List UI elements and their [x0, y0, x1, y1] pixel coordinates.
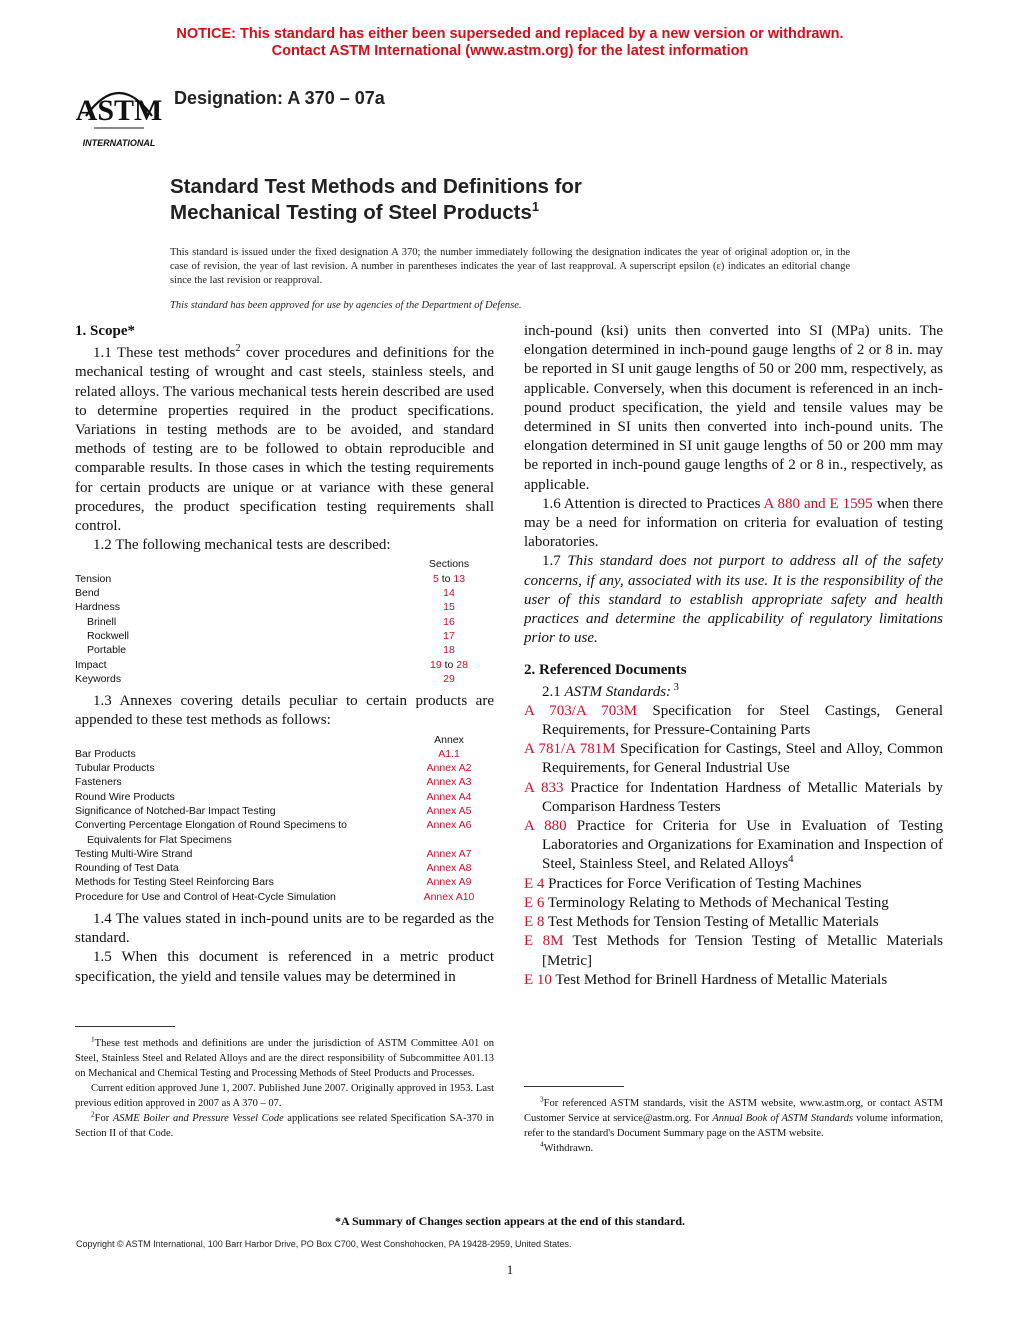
table-row: Portable 18: [87, 644, 455, 657]
list-item: E 6 Terminology Relating to Methods of Mechanical Testing: [524, 894, 889, 911]
footnote-2: $^2$For ASME Boiler and Pressure Vessel Code applications see related Specification SA-370 in Section II of that Code.: [75, 1109, 494, 1139]
table-row: Converting Percentage Elongation of Round Specimens to Annex A6: [75, 819, 472, 832]
para-1-5-continued: inch-pound (ksi) units then converted into SI (MPa) units. The elongation determined in inch-pound gauge lengths of 2 or 8 in. may be reported in SI unit gauge lengths of 50 or 200 mm, respectively, as applicable. Conversely, when this document is referenced in an inch-pound product specification, the yield and tensile values may be determined in SI units then converted into inch-pound units. The elongation determined in SI unit gauge lengths of 50 or 200 mm may be reported in inch-pound gauge lengths of 2 or 8 in., respectively, as applicable.: [524, 323, 943, 493]
section-link[interactable]: 18: [443, 644, 455, 657]
left-column: [75, 322, 494, 987]
list-item: A 833 Practice for Indentation Hardness of Metallic Materials by Comparison Hardness Testers: [524, 779, 943, 815]
title-footnote-mark: 1: [531, 199, 540, 215]
doc-link[interactable]: A 781/A 781M: [524, 741, 616, 758]
dod-note: This standard has been approved for use by agencies of the Department of Defense.: [170, 300, 522, 311]
footnote-rule-right: [524, 1086, 624, 1087]
scope-heading: 1. Scope*: [75, 323, 135, 339]
logo-text: ASTM: [76, 94, 162, 127]
footnotes-left: [75, 1036, 494, 1141]
table-row: Brinell 16: [87, 615, 455, 628]
issue-note: This standard is issued under the fixed designation A 370; the number immediately following the designation indicates the year of original adoption or, in the case of revision, the year of last revision. A number in parentheses indicates the year of last reapproval. A superscript epsilon (ε) indicates an editorial change since the last revision or reapproval.: [170, 247, 850, 286]
practices-link[interactable]: A 880 and E 1595: [763, 495, 873, 512]
para-1-1: 1.1 These test methods$^2$ cover procedures and definitions for the mechanical testing of wrought and cast steels, stainless steels, and related alloys. The various mechanical tests herein described are used to determine properties required in the product specifications. Variations in testing methods are to be avoided, and standard methods of testing are to be followed to obtain reproducible and comparable results. In those cases in which the testing requirements for certain products are unique or at variance with these general procedures, the product specification testing requirements shall control.: [75, 343, 494, 535]
referenced-list: [524, 702, 943, 990]
astm-logo: [76, 76, 162, 150]
annex-link[interactable]: Annex A3: [426, 776, 472, 789]
tests-table: [75, 557, 494, 686]
list-item: A 703/A 703M Specification for Steel Castings, General Requirements, for Pressure-Containing Parts: [524, 702, 943, 739]
annex-link[interactable]: Annex A6: [426, 819, 472, 832]
table-row: Tubular Products Annex A2: [75, 762, 472, 775]
para-1-5-start: 1.5 When this document is referenced in a metric product specification, the yield and tensile values may be determined in: [75, 949, 494, 985]
annex-link[interactable]: Annex A10: [423, 890, 475, 903]
notice-banner: [0, 26, 1020, 60]
annex-link[interactable]: A1.1: [438, 747, 460, 760]
table-row: Procedure for Use and Control of Heat-Cycle Simulation Annex A10: [75, 890, 475, 903]
notice-line-1: NOTICE: This standard has either been superseded and replaced by a new version or withdrawn.: [176, 26, 844, 42]
section-link[interactable]: 19: [430, 658, 442, 671]
list-item: E 4 Practices for Force Verification of Testing Machines: [524, 875, 862, 892]
annex-link[interactable]: Annex A7: [426, 847, 472, 860]
page-number: 1: [506, 1262, 514, 1277]
doc-link[interactable]: E 6: [524, 894, 545, 911]
footnote-rule-left: [75, 1026, 175, 1027]
table-row: Fasteners Annex A3: [75, 776, 472, 789]
table-row: Tension 5 to 13: [75, 572, 466, 585]
section-link[interactable]: 14: [443, 587, 455, 600]
table-row: Methods for Testing Steel Reinforcing Bars Annex A9: [75, 876, 472, 889]
table-row: Equivalents for Flat Specimens: [87, 833, 232, 846]
doc-link[interactable]: E 8: [524, 914, 545, 931]
list-item: E 8 Test Methods for Tension Testing of Metallic Materials: [524, 914, 879, 931]
doc-link[interactable]: E 4: [524, 875, 545, 892]
annex-link[interactable]: Annex A8: [426, 862, 472, 875]
page-title: [170, 174, 582, 226]
title-line-2: Mechanical Testing of Steel Products: [170, 201, 532, 224]
footnotes-right: [524, 1096, 943, 1156]
table-row: Round Wire Products Annex A4: [75, 790, 472, 803]
notice-line-2: Contact ASTM International (www.astm.org) for the latest information: [271, 43, 749, 59]
annex-link[interactable]: Annex A9: [426, 876, 472, 889]
title-line-1: Standard Test Methods and Definitions for: [170, 175, 582, 198]
section-link[interactable]: 16: [443, 615, 455, 628]
table-row: Hardness 15: [75, 601, 455, 614]
table-row: Rounding of Test Data Annex A8: [75, 862, 472, 875]
doc-link[interactable]: A 880: [524, 818, 567, 835]
section-link[interactable]: 28: [456, 658, 468, 671]
table-row: Keywords 29: [75, 672, 455, 685]
list-item: E 10 Test Method for Brinell Hardness of Metallic Materials: [524, 971, 888, 988]
footnote-4: $^4$Withdrawn.: [540, 1139, 594, 1154]
para-1-4: 1.4 The values stated in inch-pound units are to be regarded as the standard.: [75, 911, 494, 947]
footnote-1: $^1$These test methods and definitions are under the jurisdiction of ASTM Committee A01 on Steel, Stainless Steel and Related Alloys and are the direct responsibility of Subcommittee A01.13 on Mechanical and Chemical Testing and Processing Methods of Steel Products and Processes.: [75, 1034, 494, 1079]
referenced-heading: 2. Referenced Documents: [524, 662, 687, 679]
table-row: Significance of Notched-Bar Impact Testing Annex A5: [75, 805, 472, 817]
section-link[interactable]: 5: [432, 572, 439, 585]
table-row: Rockwell 17: [87, 629, 455, 642]
footnote-3: $^3$For referenced ASTM standards, visit the ASTM website, www.astm.org, or contact ASTM Customer Service at service@astm.org. For Annual Book of ASTM Standards volume information, refer to the standard's Document Summary page on the ASTM website.: [524, 1094, 943, 1139]
para-2-1: 2.1 ASTM Standards: $^3$: [542, 681, 679, 700]
tests-header: Sections: [428, 558, 470, 571]
section-link[interactable]: 15: [443, 601, 455, 614]
table-row: Bend 14: [75, 587, 455, 600]
table-row: Impact 19 to 28: [75, 658, 468, 671]
para-1-2: 1.2 The following mechanical tests are described:: [93, 537, 391, 554]
section-link[interactable]: 29: [443, 672, 455, 685]
copyright: Copyright © ASTM International, 100 Barr Harbor Drive, PO Box C700, West Conshohocken, PA 19428-2959, United States.: [76, 1239, 572, 1249]
doc-link[interactable]: E 8M: [524, 933, 564, 950]
footnote-1-edition: Current edition approved June 1, 2007. Published June 2007. Originally approved in 1953. Last previous edition approved in 2007 as A 370 – 07.: [75, 1083, 494, 1109]
doc-link[interactable]: E 10: [524, 971, 552, 988]
section-link[interactable]: 13: [453, 572, 466, 585]
annex-link[interactable]: Annex A2: [426, 762, 472, 775]
para-1-6: 1.6 Attention is directed to Practices A 880 and E 1595 when there may be a need for information on criteria for evaluation of testing laboratories.: [524, 495, 944, 551]
logo-subtext: INTERNATIONAL: [82, 138, 156, 148]
table-row: Testing Multi-Wire Strand Annex A7: [75, 847, 472, 860]
right-column: [524, 322, 943, 990]
annex-header: Annex: [434, 733, 464, 746]
summary-note: *A Summary of Changes section appears at the end of this standard.: [334, 1214, 686, 1228]
designation: Designation: A 370 – 07a: [174, 88, 385, 108]
doc-link[interactable]: A 833: [524, 779, 564, 796]
annex-link[interactable]: Annex A4: [426, 790, 472, 803]
annex-table: [75, 733, 494, 905]
annex-link[interactable]: Annex A5: [426, 805, 472, 817]
list-item: A 880 Practice for Criteria for Use in Evaluation of Testing Laboratories and Organizations for Examination and Inspection of Steel, Stainless Steel, and Related Alloys$^4$: [524, 818, 943, 873]
para-1-3: 1.3 Annexes covering details peculiar to certain products are appended to these test methods as follows:: [75, 693, 494, 729]
table-row: Bar Products A1.1: [75, 747, 460, 760]
para-1-7: 1.7 This standard does not purport to address all of the safety concerns, if any, associated with its use. It is the responsibility of the user of this standard to establish appropriate safety and health practices and determine the applicability of regulatory limitations prior to use.: [524, 553, 944, 647]
section-link[interactable]: 17: [443, 629, 455, 642]
list-item: E 8M Test Methods for Tension Testing of Metallic Materials [Metric]: [524, 933, 943, 969]
doc-link[interactable]: A 703/A 703M: [524, 702, 638, 719]
list-item: A 781/A 781M Specification for Castings, Steel and Alloy, Common Requirements, for General Industrial Use: [524, 741, 943, 777]
